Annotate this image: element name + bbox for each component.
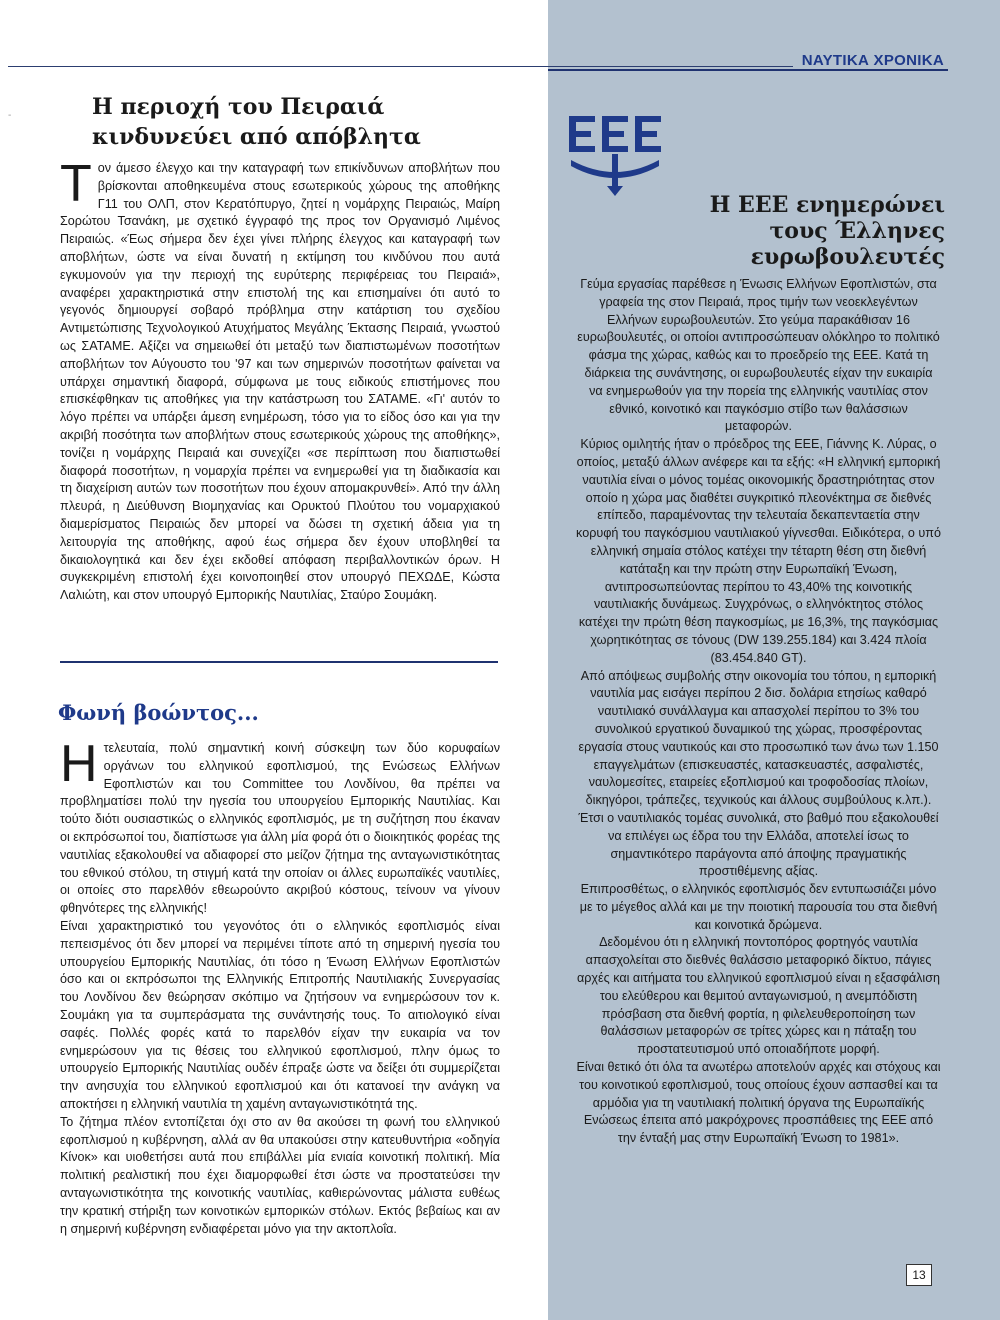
article-2-text-1: Είναι χαρακτηριστικό του γεγονότος ότι ο ελληνικός εφοπλισμός είναι πεπεισμένος ότι δεν μπορεί να περιμένει τίποτε από τη σημερινή ηγεσία του υπουργείου Εμπορικής Ναυτιλίας, ότι τόσο η Ένωση Ελλήνων Εφοπλιστών όσο και οι εκπρόσωποι της Ελληνικής Επιτροπής Ναυτιλιακής Συνεργασίας του Λονδίνου δεν θεώρησαν σκόπιμο να ζητήσουν να ενημερώσουν τον κ. Σουμάκη για τα συμπεράσματα της συνάντησής τους. Το αιτιολογικό είναι σαφές. Πολλές φορές κατά το παρελθόν είχαν την ευκαιρία να τον ενημερώσουν για τις θέσεις του ελληνικού εφοπλισμού, πλην όμως το υπουργείο Εμπορικής Ναυτιλίας ουδέν έπραξε ώστε να δείξει ότι συμμερίζεται την ανησυχία του ελληνικού εφοπλισμού και ότι κατανοεί την ανάγκη να αποκτήσει η ελληνική ναυτιλία τη χαμένη ανταγωνιστικότητά της. xyxy=(60,918,500,1111)
article-2-dropcap: Η xyxy=(60,735,98,793)
section-divider xyxy=(60,661,498,663)
article-3-text-5: Είναι θετικό ότι όλα τα ανωτέρω αποτελούν αρχές και στόχους και του κοινοτικού εφοπλισμού, τους οποίους έχουν ασπασθεί και τα αρμόδια για τη ναυτιλιακή πολιτική όργανα της Ευρωπαϊκής Ενώσεως έπειτα από μακρόχρονες προσπάθειες της ΕΕΕ από την ένταξή μας στην Ευρωπαϊκή Ένωση το 1981». xyxy=(576,1060,941,1146)
article-2-title: Φωνή βοώντος... xyxy=(58,700,259,725)
article-3-text-0: Γεύμα εργασίας παρέθεσε η Ένωσις Ελλήνων Εφοπλιστών, στα γραφεία της στον Πειραιά, προς τιμήν των νεοεκλεγέντων Ελλήνων ευρωβουλευτών. Στο γεύμα παρακάθισαν 16 ευρωβουλευτές, οι οποίοι αντιπροσώπευαν ολόκληρο το πολιτικό φάσμα της χώρας, καθώς και το προεδρείο της ΕΕΕ. Κατά τη διάρκεια της συνάντησης, οι ευρωβουλευτές είχαν την ευκαιρία να ενημερωθούν για την πορεία της ελληνικής ναυτιλίας στον εθνικό, κοινοτικό και παγκόσμιο στίβο των θαλάσσιων μεταφορών. xyxy=(577,277,940,434)
article-1-title: Η περιοχή του Πειραιά κινδυνεύει από απόβλητα xyxy=(92,94,421,150)
article-3-text-4: Δεδομένου ότι η ελληνική ποντοπόρος φορτηγός ναυτιλία απασχολείται στο διεθνές θαλάσσιο μεταφορικό δίκτυο, πάγιες αρχές και αιτήματα του ελληνικού εφοπλισμού είναι η εξασφάλιση του ελεύθερου και θεμιτού ανταγωνισμού, η ανεμπόδιστη πρόσβαση στα διεθνή φορτία, η φιλελευθεροποίηση των θαλάσσιων μεταφορών σε τρίτες χώρες και η πάταξη του προστατευτισμού υπό οποιαδήποτε μορφή. xyxy=(576,935,941,1057)
article-3-body xyxy=(576,276,941,1148)
header-rule-accent xyxy=(548,69,948,71)
page-number: 13 xyxy=(906,1264,932,1286)
article-2-paragraph xyxy=(60,735,500,918)
article-1-body xyxy=(60,155,500,605)
article-1-text: ον άμεσο έλεγχο και την καταγραφή των επικίνδυνων αποβλήτων που βρίσκονται αποθηκευμένα στους εσωτερικούς χώρους της αποθήκης Γ11 του ΟΛΠ, στον Κερατόπυργο, ζητεί η νομάρχης Πειραιώς, Μαίρη Σορώτου Τσανάκη, με σχετικό έγγραφό της προς τον Οργανισμό Λιμένος Πειραιώς. «Έως σήμερα δεν έχει γίνει πλήρης έλεγχος και καταγραφή των αποβλήτων, ώστε να είναι δυνατή η εκτίμηση του κινδύνου που αυτά εγκυμονούν για την περιοχή της ευρύτερης περιφέρειας του Πειραιά», αναφέρει χαρακτηριστικά στην επιστολή της και επισημαίνει ότι αυτό το γεγονός δημιουργεί σοβαρό πρόβλημα στην κατάρτιση του σχεδίου Αντιμετώπισης Τεχνολογικού Ατυχήματος Μεγάλης Έκτασης Πειραιά, γνωστού ως ΣΑΤΑΜΕ. Αξίζει να σημειωθεί ότι μεταξύ των διαπιστωμένων ποσοτήτων αποβλήτων τον Αύγουστο του '97 και των σημερινών ποσοτήτων φαίνεται να υπάρχει σημαντική διαφορά, σύμφωνα με τους ειδικούς επιστήμονες που επισκέφθηκαν τις αποθήκες για την κατάστρωση του ΣΑΤΑΜΕ. «Γι' αυτόν το λόγο πρέπει να υπάρξει άμεση ενημέρωση, τόσο για το είδος όσο και για την ακριβή ποσότητα των αποβλήτων στους εσωτερικούς χώρους της αποθήκης», τονίζει η νομάρχης Πειραιά και συνεχίζει «σε περίπτωση που διαπιστωθεί διαφορά ποσοτήτων, η νομαρχία πρέπει να ενημερωθεί για τη διαδικασία και τη διαχείριση αυτών των ποσοτήτων που έχουν απομακρυνθεί». Από την άλλη πλευρά, η Διεύθυνση Βιομηχανίας και Ορυκτού Πλούτου του νομαρχιακού διαμερίσματος Πειραιώς δεν μπορεί να δώσει τη σχετική άδεια για τη λειτουργία της αποθήκης, αφού έως σήμερα δεν έχουν υποβληθεί τα δικαιολογητικά και δεν έχει εκδοθεί απόφαση περιβαλλοντικών όρων. Η συγκεκριμένη επιστολή έχει κοινοποιηθεί στον υπουργό ΠΕΧΩΔΕ, Κώστα Λαλιώτη, και στον υπουργό Εμπορικής Ναυτιλίας, Σταύρο Σουμάκη. xyxy=(60,161,500,603)
article-3-text-3: Επιπροσθέτως, ο ελληνικός εφοπλισμός δεν εντυπωσιάζει μόνο με το μέγεθος αλλά και με την ποιοτική παρουσία του στα διεθνή και κοινοτικά δρώμενα. xyxy=(579,882,938,932)
article-2-text-2: Το ζήτημα πλέον εντοπίζεται όχι στο αν θα ακούσει τη φωνή του ελληνικού εφοπλισμού η κυβέρνηση, αλλά αν θα υπακούσει στην κατευθυντήρια «οδηγία Κίνοκ» και υιοθετήσει αυτά που επιβάλλει μία ενιαία κοινοτική πολιτική. Μία πολιτική ρεαλιστική που έχει διαμορφωθεί έτσι ώστε να προστατεύσει την ανταγωνιστικότητα της κοινοτικής ναυτιλίας, καθιερώνοντας μάλιστα ευθέως την κρατική στήριξη των κοινοτικών εμπορικών στόλων. Εκτός βεβαίως και αν η σημερινή κυβέρνηση ενδιαφέρεται μόνο για την ακτοπλοΐα. xyxy=(60,1114,500,1236)
header-rule xyxy=(8,66,793,67)
article-3-text-1: Κύριος ομιλητής ήταν ο πρόεδρος της ΕΕΕ, Γιάννης Κ. Λύρας, ο οποίος, μεταξύ άλλων ανέφερε και τα εξής: «Η ελληνική εμπορική ναυτιλία είναι ο μόνος τομέας οικονομικής δραστηριότητας στον οποίο η χώρα μας διαθέτει συγκριτικό πλεονέκτημα σε διεθνές επίπεδο, παραμένοντας την τελευταία δεκαπενταετία στην κορυφή του παγκόσμιου ναυτιλιακού γίγνεσθαι. Ειδικότερα, ο υπό ελληνική σημαία στόλος κατέχει την τέταρτη θέση στη διεθνή κατάταξη και την πρώτη στην Ευρωπαϊκή Ένωση, αντιπροσωπεύοντας περίπου το 43,40% της κοινοτικής ναυτιλιακής δυνάμεως. Συγχρόνως, ο ελληνόκτητος στόλος κατέχει την πρώτη θέση παγκοσμίως, με 16,3%, της παγκόσμιας χωρητικότητας σε τόνους (DW 139.255.184) και 3.424 πλοία (83.454.840 GT). xyxy=(576,437,941,665)
article-2-body xyxy=(60,735,500,1238)
article-3-title xyxy=(700,192,945,270)
article-3-title-line: Η ΕΕΕ ενημερώνει xyxy=(709,192,945,218)
article-1-dropcap: Τ xyxy=(60,155,92,213)
article-3-title-line: ευρωβουλευτές xyxy=(750,244,945,270)
article-3-title-line: τους Έλληνες xyxy=(769,218,945,244)
scan-mark: - xyxy=(8,110,12,121)
article-2-text-0: τελευταία, πολύ σημαντική κοινή σύσκεψη των δύο κορυφαίων οργάνων του ελληνικού εφοπλισμού, της Ενώσεως Ελλήνων Εφοπλιστών και του Committee του Λονδίνου, θα πρέπει να προβληματίσει πολύ την ηγεσία του υπουργείου Εμπορικής Ναυτιλίας. Και τούτο διότι ουσιαστικώς ο ελληνικός εφοπλισμός, με τη συζήτηση που έκαναν οι εκπρόσωποί του, διαπίστωσε για άλλη μία φορά ότι ο διοικητικός φορέας της ναυτιλίας εξακολουθεί να αδιαφορεί στο μείζον ζήτημα της ανταγωνιστικότητας του εθνικού στόλου, τη στιγμή κατά την οποίαν οι άλλες ευρωπαϊκές ναυτιλίες, οι οποίες στο παρελθόν εθεωρούντο ακριβού κόστους, τείνουν να γίνουν φθηνότερες της ελληνικής! xyxy=(60,741,500,916)
article-3-text-2: Από απόψεως συμβολής στην οικονομία του τόπου, η εμπορική ναυτιλία μας εισάγει περίπου 2 δισ. δολάρια ετησίως καθαρό ναυτιλιακό συνάλλαγμα και απασχολεί περίπου το 3% του συνολικού εργατικού δυναμικού της χώρας, προσφέροντας εργασία στους ναυτικούς και στο προσωπικό των άνω των 1.150 επαγγελμάτων (επισκευαστές, κατασκευαστές, ασφαλιστές, ναυλομεσίτες, εταιρείες εξοπλισμού και τροφοδοσίας πλοίων, δικηγόροι, τράπεζες, τεχνικούς και άλλους συμβούλους κ.λπ.). Έτσι ο ναυτιλιακός τομέας συνολικά, στο βαθμό που εξακολουθεί να επιλέγει ως έδρα του την Ελλάδα, αποτελεί ίσως το σημαντικότερο παράγοντα από άποψης πραγματικής προστιθέμενης αξίας. xyxy=(578,668,939,879)
section-label: ΝΑΥΤΙΚΑ ΧΡΟΝΙΚΑ xyxy=(801,52,944,69)
eee-logo-icon xyxy=(565,110,665,200)
